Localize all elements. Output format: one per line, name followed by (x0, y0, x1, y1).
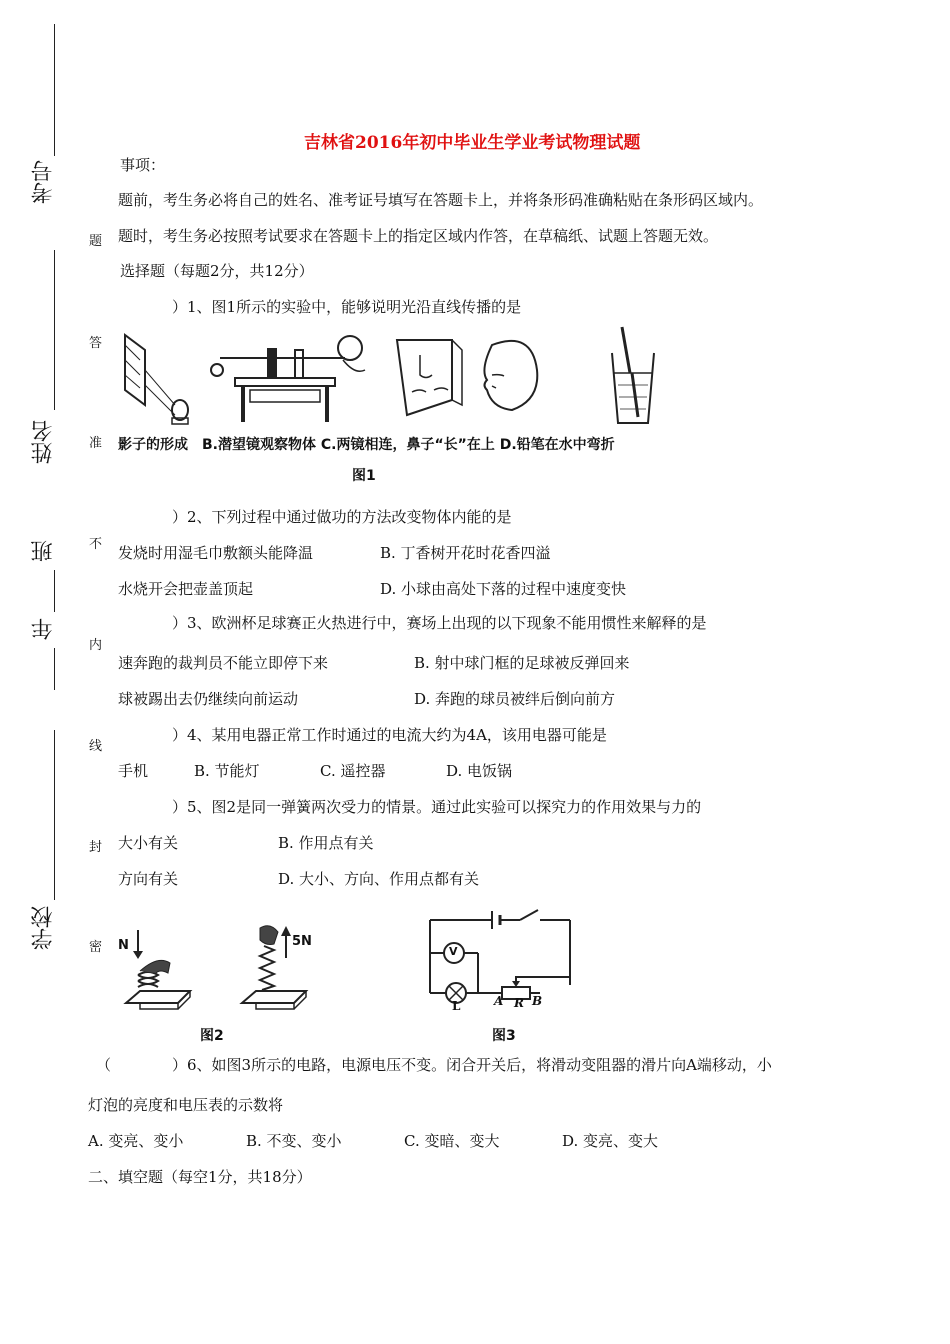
seal-char-5: 内 (89, 638, 103, 653)
notes-line-2: 题时，考生务必按照考试要求在答题卡上的指定区域内作答，在草稿纸、试题上答题无效。 (118, 227, 719, 245)
q3-option-d: D. 奔跑的球员被绊后倒向前方 (414, 690, 616, 708)
q6-option-a: A. 变亮、变小 (88, 1132, 184, 1150)
margin-line-3 (54, 570, 55, 612)
fig2-label-n: N (118, 938, 129, 953)
q6-option-c: C. 变暗、变大 (404, 1132, 500, 1150)
q1-options: 影子的形成 B.潜望镜观察物体 C.两镜相连，鼻子“长”在上 D.铅笔在水中弯折 (118, 437, 615, 453)
notes-line-1: 题前，考生务必将自己的姓名、准考证号填写在答题卡上，并将条形码准确粘贴在条形码区域内。 (118, 191, 764, 209)
q5-option-a: 大小有关 (118, 834, 179, 852)
q3-option-a: 速奔跑的裁判员不能立即停下来 (118, 654, 329, 672)
q6-stem-continued: 灯泡的亮度和电压表的示数将 (88, 1096, 284, 1114)
grade-label: 年 (31, 618, 56, 640)
seal-char-8: 密 (89, 940, 103, 955)
name-label: 姓名 (31, 420, 56, 464)
school-label: 学校 (31, 906, 56, 950)
fig1-shadow-drawing (120, 330, 200, 430)
section-2-heading: 二、填空题（每空1分，共18分） (88, 1168, 312, 1186)
seal-char-2: 答 (89, 336, 103, 351)
q6-option-d: D. 变亮、变大 (562, 1132, 659, 1150)
q5-option-d: D. 大小、方向、作用点都有关 (278, 870, 480, 888)
q6-option-b: B. 不变、变小 (246, 1132, 342, 1150)
margin-line-top (54, 24, 55, 156)
fig3-label-v: V (449, 945, 458, 958)
margin-line-2 (54, 250, 55, 410)
seal-char-3: 准 (89, 436, 103, 451)
class-label: 班 (31, 540, 56, 562)
fig3-caption: 图3 (492, 1028, 516, 1044)
q3-option-c: 球被踢出去仍继续向前运动 (118, 690, 299, 708)
q2-stem: ）2、下列过程中通过做功的方法改变物体内能的是 (172, 508, 512, 526)
q2-option-b: B. 丁香树开花时花香四溢 (380, 544, 551, 562)
fig3-label-a: A (494, 994, 504, 1008)
q4-option-d: D. 电饭锅 (446, 762, 513, 780)
q5-option-c: 方向有关 (118, 870, 179, 888)
q5-stem: ）5、图2是同一弹簧两次受力的情景。通过此实验可以探究力的作用效果与力的 (172, 798, 702, 816)
fig1-periscope-drawing (205, 330, 365, 430)
fig2-label-5n: 5N (292, 934, 312, 949)
fig2-spring-pull-drawing (234, 918, 314, 1018)
q2-option-a: 发烧时用湿毛巾敷额头能降温 (118, 544, 314, 562)
fig2-caption: 图2 (200, 1028, 224, 1044)
q4-option-a: 手机 (118, 762, 149, 780)
q6-paren: （ (96, 1056, 112, 1074)
q3-stem: ）3、欧洲杯足球赛正火热进行中，赛场上出现的以下现象不能用惯性来解释的是 (172, 614, 707, 632)
fig3-label-b: B (532, 994, 543, 1008)
seal-char-4: 不 (89, 537, 103, 552)
q4-option-b: B. 节能灯 (194, 762, 260, 780)
q2-option-c: 水烧开会把壶盖顶起 (118, 580, 254, 598)
q1-stem: ）1、图1所示的实验中，能够说明光沿直线传播的是 (172, 298, 522, 316)
q3-option-b: B. 射中球门框的足球被反弹回来 (414, 654, 630, 672)
seal-char-7: 封 (89, 840, 103, 855)
fig2-spring-press-drawing (118, 925, 198, 1020)
fig1-caption: 图1 (352, 468, 376, 484)
margin-line-4 (54, 648, 55, 690)
section-1-heading: 选择题（每题2分，共12分） (120, 262, 314, 280)
exam-no-label: 考号 (31, 160, 56, 204)
fig3-label-r: R (514, 996, 524, 1010)
q4-option-c: C. 遥控器 (320, 762, 386, 780)
fig1-pencil-drawing (602, 325, 662, 430)
fig1-mirrors-drawing (392, 330, 552, 430)
q4-stem: ）4、某用电器正常工作时通过的电流大约为4A，该用电器可能是 (172, 726, 607, 744)
margin-line-5 (54, 730, 55, 900)
q5-option-b: B. 作用点有关 (278, 834, 374, 852)
notes-heading: 事项： (120, 156, 166, 174)
q6-stem: ）6、如图3所示的电路，电源电压不变。闭合开关后，将滑动变阻器的滑片向A端移动，小 (172, 1056, 772, 1074)
page-title: 吉林省2016年初中毕业生学业考试物理试题 (304, 133, 641, 153)
seal-char-6: 线 (89, 739, 103, 754)
seal-char-1: 题 (89, 234, 103, 249)
fig3-label-l: L (452, 999, 461, 1013)
q2-option-d: D. 小球由高处下落的过程中速度变快 (380, 580, 627, 598)
